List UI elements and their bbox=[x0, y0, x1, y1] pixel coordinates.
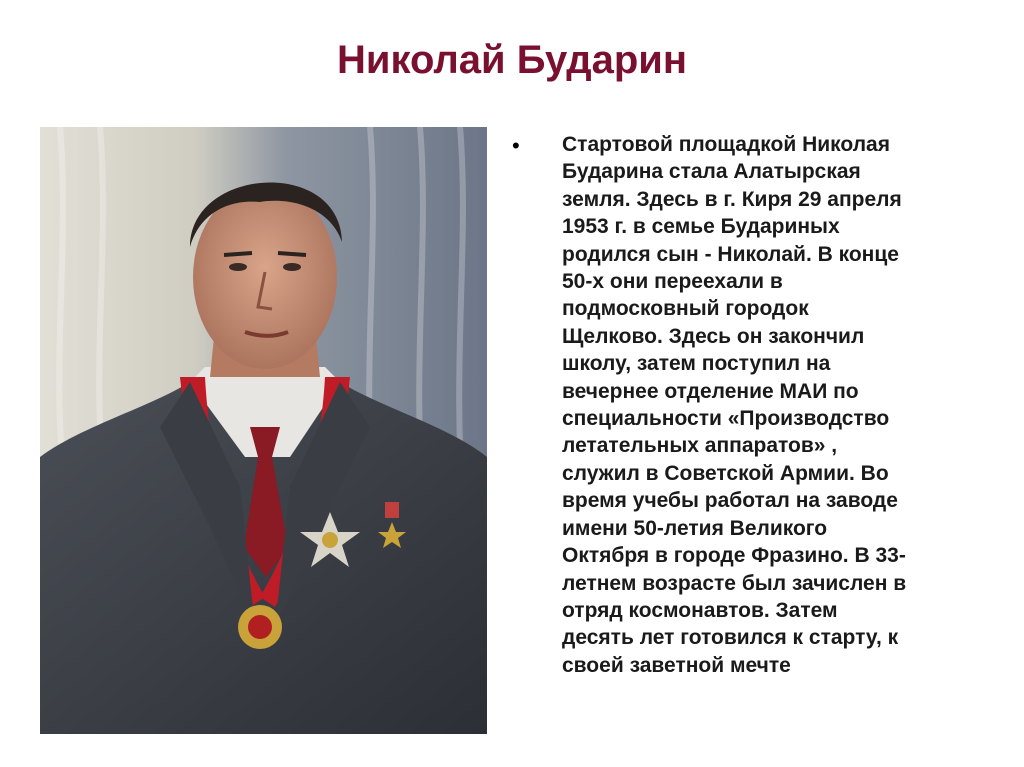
paragraph-line: 1953 г. в семье Будариных bbox=[562, 215, 840, 239]
biography-text-block bbox=[512, 131, 990, 679]
paragraph-line: летательных аппаратов» , bbox=[562, 434, 838, 458]
paragraph-line: имени 50-летия Великого bbox=[562, 516, 828, 540]
paragraph-line: отряд космонавтов. Затем bbox=[562, 598, 838, 622]
paragraph-line: земля. Здесь в г. Киря 29 апреля bbox=[562, 187, 902, 211]
portrait-photo bbox=[40, 127, 487, 734]
paragraph-line: Октября в городе Фразино. В 33- bbox=[562, 544, 906, 568]
page-title: Николай Бударин bbox=[336, 38, 688, 82]
paragraph-line: родился сын - Николай. В конце bbox=[562, 242, 899, 266]
paragraph-line: Щелково. Здесь он закончил bbox=[562, 324, 865, 348]
bullet-marker: • bbox=[512, 133, 520, 158]
paragraph-line: школу, затем поступил на bbox=[562, 352, 831, 376]
paragraph-line: вечернее отделение МАИ по bbox=[562, 379, 859, 403]
paragraph-line: летнем возрасте был зачислен в bbox=[562, 571, 907, 595]
paragraph-line: 50-х они переехали в bbox=[562, 270, 783, 294]
paragraph-line: Бударина стала Алатырская bbox=[562, 160, 861, 184]
paragraph-line: Стартовой площадкой Николая bbox=[562, 133, 890, 156]
paragraph-line: служил в Советской Армии. Во bbox=[562, 461, 889, 485]
paragraph-line: подмосковный городок bbox=[562, 297, 809, 321]
paragraph-line: время учебы работал на заводе bbox=[562, 489, 898, 513]
paragraph-line: десять лет готовился к старту, к bbox=[562, 626, 899, 650]
paragraph-line: специальности «Производство bbox=[562, 407, 890, 431]
biography-paragraph bbox=[562, 131, 990, 679]
paragraph-line: своей заветной мечте bbox=[562, 653, 791, 677]
